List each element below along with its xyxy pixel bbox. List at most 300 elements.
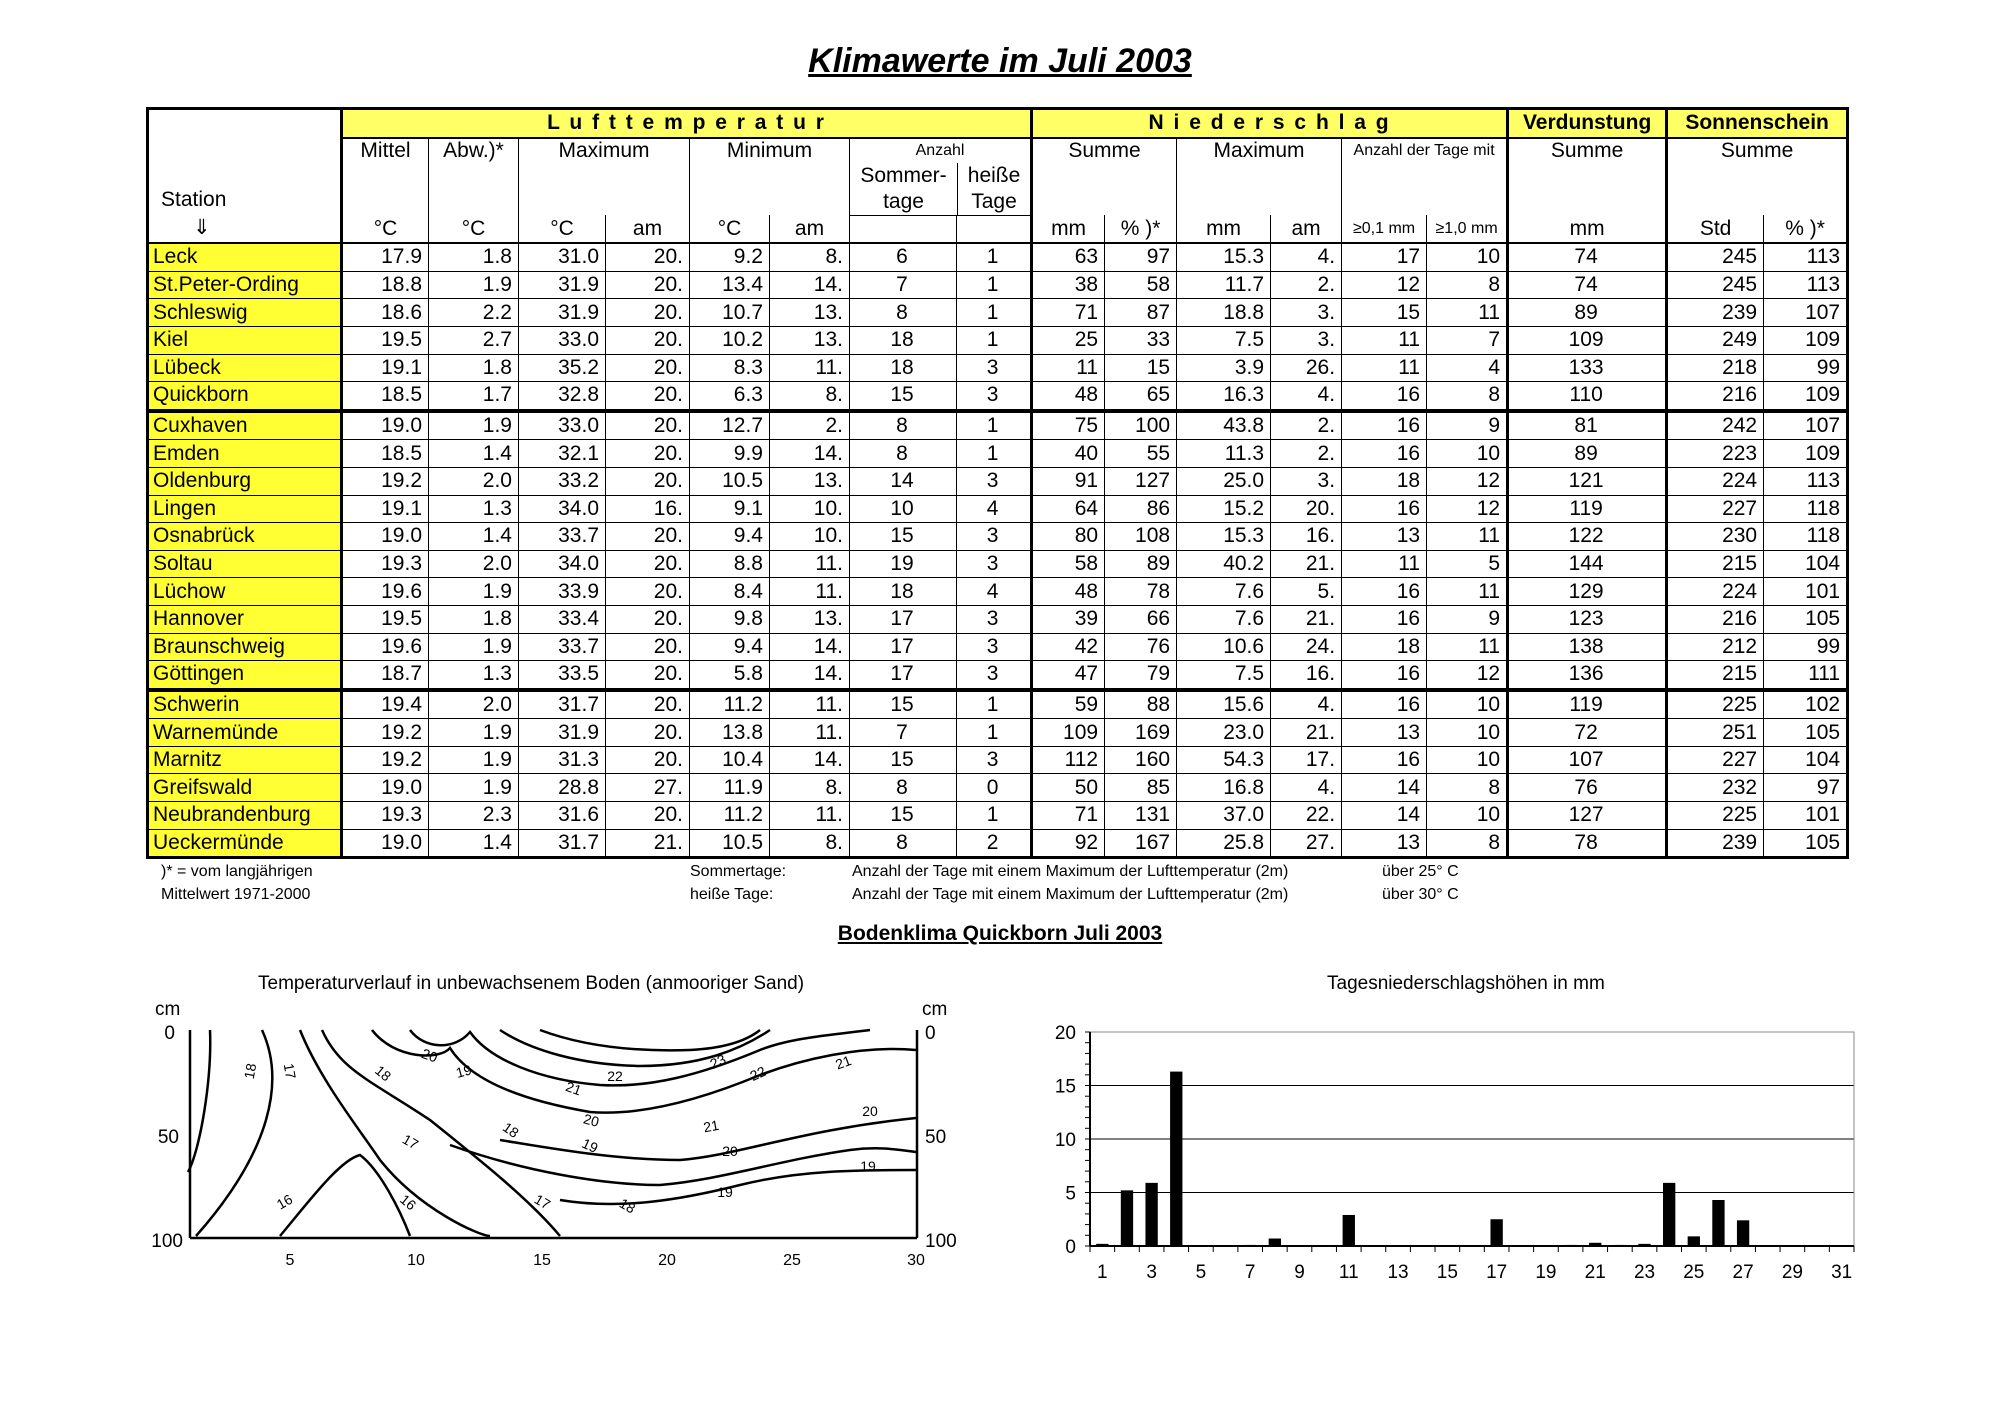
table-cell: 13.8: [690, 719, 770, 747]
table-cell: 19.2: [342, 719, 429, 747]
table-cell: 66: [1105, 605, 1177, 633]
table-cell: 2.3: [429, 802, 519, 830]
table-cell: 88: [1105, 690, 1177, 719]
unit-mittel: °C: [342, 215, 429, 243]
table-cell: 20.: [606, 690, 690, 719]
table-cell: 14.: [770, 440, 850, 468]
table-cell: 19.0: [342, 411, 429, 440]
table-cell: 218: [1667, 354, 1764, 382]
footnote-heisse-desc: Anzahl der Tage mit einem Maximum der Lufttemperatur (2m): [852, 886, 1289, 903]
table-cell: 1.4: [429, 829, 519, 858]
table-cell: 64: [1032, 495, 1105, 523]
table-cell: 15.3: [1177, 243, 1271, 271]
table-cell: 74: [1508, 271, 1667, 299]
anzahl-header: [850, 138, 1032, 216]
table-row: [148, 299, 1848, 327]
contour-label-16a: 16: [273, 1190, 296, 1213]
table-cell: 7.5: [1177, 661, 1271, 690]
table-row: [148, 523, 1848, 551]
contour-label-18b: 18: [372, 1062, 395, 1085]
table-cell: 0: [957, 774, 1032, 802]
table-cell: 225: [1667, 802, 1764, 830]
table-cell: 18.7: [342, 661, 429, 690]
table-cell: 97: [1105, 243, 1177, 271]
table-cell: 109: [1032, 719, 1105, 747]
table-cell: 76: [1105, 633, 1177, 661]
unit-max-am: am: [606, 215, 690, 243]
station-header-label: Station: [161, 188, 227, 212]
table-cell: 1: [957, 802, 1032, 830]
table-cell: 7.6: [1177, 578, 1271, 606]
table-cell: 122: [1508, 523, 1667, 551]
table-cell: 16: [1342, 578, 1427, 606]
table-cell: 251: [1667, 719, 1764, 747]
table-cell: 127: [1508, 802, 1667, 830]
table-cell: 110: [1508, 382, 1667, 411]
table-cell: 11.: [770, 354, 850, 382]
bar-day-4: [1170, 1072, 1182, 1246]
table-cell: 80: [1032, 523, 1105, 551]
table-cell: 227: [1667, 746, 1764, 774]
table-cell: 239: [1667, 829, 1764, 858]
table-cell: 18.6: [342, 299, 429, 327]
table-row: [148, 440, 1848, 468]
verdunstung-header: Verdunstung: [1508, 109, 1667, 138]
table-cell: 17: [850, 605, 957, 633]
contour-ytick-right-100: 100: [925, 1231, 957, 1252]
table-cell: 1: [957, 690, 1032, 719]
table-cell: 10.4: [690, 746, 770, 774]
table-row: [148, 774, 1848, 802]
table-cell: 2.2: [429, 299, 519, 327]
contour-lines: [188, 1030, 917, 1238]
contour-label-22a: 22: [607, 1068, 623, 1084]
table-cell: 9.9: [690, 440, 770, 468]
table-cell: 3.: [1271, 467, 1342, 495]
table-cell: 40: [1032, 440, 1105, 468]
table-cell: 19.1: [342, 354, 429, 382]
table-cell: 21.: [1271, 605, 1342, 633]
table-cell: 8: [850, 774, 957, 802]
summe-header: Summe: [1032, 138, 1177, 216]
table-row: [148, 802, 1848, 830]
table-cell: 47: [1032, 661, 1105, 690]
bar-xtick-label: 31: [1831, 1262, 1853, 1283]
table-cell: 121: [1508, 467, 1667, 495]
station-name: Oldenburg: [148, 467, 342, 495]
table-cell: 13: [1342, 523, 1427, 551]
station-name: Kiel: [148, 326, 342, 354]
table-cell: 78: [1105, 578, 1177, 606]
table-cell: 10.7: [690, 299, 770, 327]
table-cell: 33.5: [519, 661, 606, 690]
table-cell: 18.5: [342, 382, 429, 411]
table-cell: 34.0: [519, 495, 606, 523]
table-cell: 13: [1342, 719, 1427, 747]
table-cell: 33.4: [519, 605, 606, 633]
table-cell: 6.3: [690, 382, 770, 411]
table-cell: 13.: [770, 299, 850, 327]
contour-xtick-20: 20: [658, 1252, 676, 1269]
contour-label-18a: 18: [240, 1062, 260, 1081]
table-cell: 10: [1427, 719, 1508, 747]
unit-nmax-am: am: [1271, 215, 1342, 243]
footnote-labels: [690, 860, 786, 906]
footnote-descriptions: [852, 860, 1288, 906]
bodenklima-title: Bodenklima Quickborn Juli 2003: [837, 922, 1163, 945]
table-cell: 33.9: [519, 578, 606, 606]
table-cell: 42: [1032, 633, 1105, 661]
unit-heisse: [957, 215, 1032, 243]
unit-min-am: am: [770, 215, 850, 243]
table-cell: 59: [1032, 690, 1105, 719]
table-cell: 14.: [770, 271, 850, 299]
station-name: Ueckermünde: [148, 829, 342, 858]
table-cell: 5.: [1271, 578, 1342, 606]
table-cell: 2.0: [429, 690, 519, 719]
table-cell: 3: [957, 746, 1032, 774]
table-cell: 1.9: [429, 774, 519, 802]
table-cell: 63: [1032, 243, 1105, 271]
table-row: [148, 690, 1848, 719]
table-row: [148, 411, 1848, 440]
table-cell: 31.7: [519, 690, 606, 719]
table-cell: 58: [1032, 550, 1105, 578]
table-cell: 32.1: [519, 440, 606, 468]
table-cell: 8: [1427, 829, 1508, 858]
table-row: [148, 719, 1848, 747]
table-cell: 3: [957, 661, 1032, 690]
table-body: [148, 243, 1848, 858]
table-cell: 15.2: [1177, 495, 1271, 523]
bar-day-26: [1712, 1200, 1724, 1246]
station-name: Göttingen: [148, 661, 342, 690]
footnote-abw: [161, 860, 313, 906]
table-cell: 72: [1508, 719, 1667, 747]
bar-ytick-label: 20: [1054, 1023, 1076, 1044]
table-cell: 8.: [770, 774, 850, 802]
climate-table: [146, 107, 1849, 859]
table-cell: 11: [1342, 550, 1427, 578]
bar-day-22: [1614, 1245, 1626, 1246]
isotherm-18c: [560, 1170, 916, 1204]
table-cell: 2.: [770, 411, 850, 440]
station-name: Leck: [148, 243, 342, 271]
table-row: [148, 578, 1848, 606]
table-cell: 31.9: [519, 271, 606, 299]
table-cell: 20.: [606, 382, 690, 411]
table-cell: 15.6: [1177, 690, 1271, 719]
table-cell: 10.2: [690, 326, 770, 354]
bar-day-3: [1145, 1183, 1157, 1246]
bar-ytick-label: 15: [1054, 1076, 1076, 1098]
table-cell: 245: [1667, 243, 1764, 271]
table-cell: 9.8: [690, 605, 770, 633]
table-cell: 23.0: [1177, 719, 1271, 747]
contour-label-20d: 20: [722, 1143, 738, 1159]
table-cell: 111: [1764, 661, 1848, 690]
table-cell: 18: [1342, 467, 1427, 495]
bar-xtick-label: 9: [1294, 1262, 1305, 1283]
table-cell: 242: [1667, 411, 1764, 440]
station-name: Cuxhaven: [148, 411, 342, 440]
table-cell: 4: [957, 578, 1032, 606]
table-cell: 144: [1508, 550, 1667, 578]
contour-label-17b: 17: [399, 1130, 422, 1153]
table-cell: 8: [850, 829, 957, 858]
footnote-heisse-label: heiße Tage:: [690, 886, 774, 903]
table-cell: 20.: [606, 802, 690, 830]
table-cell: 14: [1342, 774, 1427, 802]
station-name: Warnemünde: [148, 719, 342, 747]
table-cell: 10.5: [690, 467, 770, 495]
isotherm-17a: [196, 1030, 272, 1236]
table-cell: 91: [1032, 467, 1105, 495]
table-cell: 105: [1764, 719, 1848, 747]
table-cell: 1: [957, 326, 1032, 354]
table-cell: 8: [850, 299, 957, 327]
table-cell: 225: [1667, 690, 1764, 719]
contour-label-21c: 21: [702, 1116, 721, 1136]
bar-plot-frame: [1090, 1032, 1854, 1246]
table-cell: 26.: [1271, 354, 1342, 382]
table-cell: 11.: [770, 578, 850, 606]
table-cell: 33.7: [519, 523, 606, 551]
table-cell: 20.: [606, 354, 690, 382]
table-cell: 10.5: [690, 829, 770, 858]
table-cell: 19.0: [342, 774, 429, 802]
table-cell: 11: [1427, 299, 1508, 327]
table-cell: 20.: [606, 719, 690, 747]
table-cell: 224: [1667, 578, 1764, 606]
table-cell: 65: [1105, 382, 1177, 411]
contour-label-22b: 22: [747, 1062, 769, 1085]
table-cell: 11: [1427, 578, 1508, 606]
table-cell: 4: [957, 495, 1032, 523]
table-cell: 19.4: [342, 690, 429, 719]
table-cell: 43.8: [1177, 411, 1271, 440]
table-cell: 5: [1427, 550, 1508, 578]
contour-xtick-30: 30: [907, 1252, 925, 1269]
contour-ytick-left-100: 100: [151, 1231, 183, 1252]
table-cell: 7: [850, 271, 957, 299]
table-cell: 127: [1105, 467, 1177, 495]
table-cell: 33: [1105, 326, 1177, 354]
table-cell: 7: [850, 719, 957, 747]
table-cell: 224: [1667, 467, 1764, 495]
table-cell: 11.: [770, 690, 850, 719]
table-cell: 13: [1342, 829, 1427, 858]
footnote-sommertage-thr: über 25° C: [1382, 863, 1459, 880]
footnote-heisse-thr: über 30° C: [1382, 886, 1459, 903]
isotherm-19: [450, 1145, 916, 1185]
table-cell: 7.5: [1177, 326, 1271, 354]
table-cell: 1: [957, 243, 1032, 271]
table-cell: 10: [1427, 690, 1508, 719]
table-cell: 227: [1667, 495, 1764, 523]
unit-summe-mm: mm: [1032, 215, 1105, 243]
table-cell: 86: [1105, 495, 1177, 523]
contour-label-17c: 17: [531, 1190, 554, 1213]
station-name: Quickborn: [148, 382, 342, 411]
abw-header: Abw.)*: [429, 138, 519, 216]
table-cell: 20.: [606, 633, 690, 661]
table-cell: 31.9: [519, 299, 606, 327]
table-cell: 10.: [770, 523, 850, 551]
bar-ytick-label: 5: [1065, 1183, 1076, 1205]
table-cell: 101: [1764, 802, 1848, 830]
unit-ge10: ≥1,0 mm: [1427, 215, 1508, 243]
unit-ge01: ≥0,1 mm: [1342, 215, 1427, 243]
table-cell: 223: [1667, 440, 1764, 468]
station-name: Schleswig: [148, 299, 342, 327]
bar-day-27: [1737, 1220, 1749, 1246]
n-maximum-header: Maximum: [1177, 138, 1342, 216]
bar-day-23: [1638, 1244, 1650, 1246]
contour-label-20c: 20: [862, 1103, 878, 1119]
table-cell: 17: [850, 661, 957, 690]
table-row: [148, 467, 1848, 495]
table-cell: 16: [1342, 495, 1427, 523]
table-cell: 13.: [770, 605, 850, 633]
unit-nmax-mm: mm: [1177, 215, 1271, 243]
isotherm-22: [500, 1030, 770, 1066]
table-cell: 8: [1427, 382, 1508, 411]
contour-labels: [241, 1045, 878, 1216]
isotherm-17b: [300, 1030, 490, 1236]
bar-xtick-label: 11: [1338, 1262, 1359, 1283]
table-cell: 14.: [770, 746, 850, 774]
table-cell: 16.: [1271, 661, 1342, 690]
page-title: Klimawerte im Juli 2003: [808, 42, 1192, 80]
table-cell: 7: [1427, 326, 1508, 354]
table-cell: 1: [957, 411, 1032, 440]
table-cell: 19.0: [342, 829, 429, 858]
table-cell: 20.: [606, 550, 690, 578]
table-cell: 18.8: [1177, 299, 1271, 327]
table-cell: 1.4: [429, 523, 519, 551]
mittel-header: Mittel: [342, 138, 429, 216]
table-cell: 1: [957, 299, 1032, 327]
table-cell: 10: [1427, 802, 1508, 830]
table-cell: 2.: [1271, 440, 1342, 468]
table-cell: 34.0: [519, 550, 606, 578]
table-cell: 19.6: [342, 633, 429, 661]
table-cell: 3.: [1271, 299, 1342, 327]
table-cell: 109: [1764, 440, 1848, 468]
contour-label-20a: 20: [419, 1045, 440, 1066]
table-cell: 167: [1105, 829, 1177, 858]
table-row: [148, 829, 1848, 858]
table-cell: 1.4: [429, 440, 519, 468]
unit-std: Std: [1667, 215, 1764, 243]
table-cell: 19.5: [342, 326, 429, 354]
table-cell: 118: [1764, 523, 1848, 551]
table-cell: 20.: [606, 411, 690, 440]
table-cell: 13.: [770, 326, 850, 354]
bar-xtick-label: 3: [1146, 1262, 1157, 1283]
table-cell: 215: [1667, 550, 1764, 578]
table-cell: 19.5: [342, 605, 429, 633]
bar-xtick-label: 21: [1584, 1262, 1606, 1283]
table-cell: 107: [1764, 299, 1848, 327]
table-cell: 138: [1508, 633, 1667, 661]
table-cell: 16.8: [1177, 774, 1271, 802]
station-name: Lingen: [148, 495, 342, 523]
table-cell: 4.: [1271, 382, 1342, 411]
contour-label-19d: 19: [717, 1184, 733, 1200]
isotherm-18b: [322, 1030, 560, 1236]
table-cell: 14.: [770, 661, 850, 690]
contour-xtick-5: 5: [285, 1252, 295, 1269]
table-cell: 89: [1105, 550, 1177, 578]
table-cell: 11: [1032, 354, 1105, 382]
table-cell: 15.3: [1177, 523, 1271, 551]
contour-label-17a: 17: [280, 1062, 300, 1081]
table-cell: 8.8: [690, 550, 770, 578]
contour-ytick-left-50: 50: [157, 1127, 179, 1148]
table-cell: 136: [1508, 661, 1667, 690]
table-cell: 13.: [770, 467, 850, 495]
contour-unit-right: cm: [922, 999, 948, 1020]
table-cell: 12: [1427, 495, 1508, 523]
table-cell: 1.9: [429, 411, 519, 440]
bar-xtick-label: 15: [1436, 1262, 1458, 1283]
table-cell: 48: [1032, 578, 1105, 606]
table-cell: 1: [957, 271, 1032, 299]
table-cell: 20.: [606, 271, 690, 299]
anzahl-label: Anzahl: [915, 141, 965, 159]
table-cell: 87: [1105, 299, 1177, 327]
table-cell: 17: [850, 633, 957, 661]
table-cell: 14.: [770, 633, 850, 661]
table-cell: 33.2: [519, 467, 606, 495]
table-cell: 10: [850, 495, 957, 523]
station-name: Hannover: [148, 605, 342, 633]
table-cell: 119: [1508, 495, 1667, 523]
table-cell: 48: [1032, 382, 1105, 411]
bar-xtick-label: 7: [1244, 1262, 1256, 1283]
table-cell: 245: [1667, 271, 1764, 299]
s-summe-header: Summe: [1667, 138, 1848, 216]
table-cell: 113: [1764, 467, 1848, 495]
table-cell: 3: [957, 382, 1032, 411]
table-cell: 25.8: [1177, 829, 1271, 858]
station-name: Lübeck: [148, 354, 342, 382]
table-cell: 31.9: [519, 719, 606, 747]
table-cell: 11.2: [690, 690, 770, 719]
table-cell: 71: [1032, 299, 1105, 327]
table-cell: 18.8: [342, 271, 429, 299]
bar-day-25: [1688, 1236, 1700, 1246]
bar-day-7: [1244, 1245, 1256, 1246]
table-cell: 2.: [1271, 271, 1342, 299]
table-cell: 9.2: [690, 243, 770, 271]
table-cell: 108: [1105, 523, 1177, 551]
isotherm-19b: [500, 1118, 916, 1160]
table-cell: 17.9: [342, 243, 429, 271]
table-cell: 109: [1508, 326, 1667, 354]
table-cell: 12: [1427, 467, 1508, 495]
table-cell: 81: [1508, 411, 1667, 440]
table-cell: 105: [1764, 829, 1848, 858]
table-cell: 1.8: [429, 354, 519, 382]
table-cell: 16: [1342, 746, 1427, 774]
table-cell: 249: [1667, 326, 1764, 354]
table-cell: 11.: [770, 719, 850, 747]
table-cell: 16: [1342, 661, 1427, 690]
contour-unit-left: cm: [155, 999, 181, 1020]
